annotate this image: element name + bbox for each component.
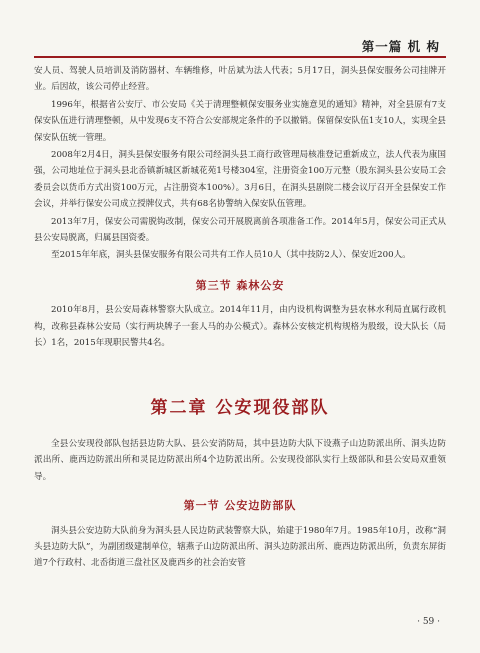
paragraph: 安人员、驾驶人员培训及消防器材、车辆维修，叶岳斌为法人代表；5月17日，洞头县保安服务公司挂牌开业。后因故，该公司停止经营。: [34, 66, 446, 93]
running-head: 第一篇 机 构: [361, 39, 440, 54]
header-rule: [34, 56, 446, 58]
page-body: [34, 63, 446, 572]
section-title: 第三节 森林公安: [195, 278, 285, 292]
section-title: 第一节 公安边防部队: [183, 499, 297, 513]
paragraph: 2008年2月4日，洞头县保安服务有限公司经洞头县工商行政管理局核准登记重新成立，法人代表为康国强，公司地址位于洞头县北岙镇新城区新城花苑1号楼304室，注册资金100万元整（股东洞头县公安局工会委员会以货币方式出资100万元，占注册资本100%）。3月6日，在洞头县剧院二楼会议厅召开全县保安工作会议，并举行保安公司成立授牌仪式，共有68名协警纳入保安队伍管理。: [34, 150, 446, 210]
paragraph: 全县公安现役部队包括县边防大队、县公安消防局，其中县边防大队下设燕子山边防派出所、洞头边防派出所、鹿西边防派出所和灵昆边防派出所4个边防派出所。公安现役部队实行上级部队和县公安局双重领导。: [34, 438, 446, 482]
chapter-title: 第二章 公安现役部队: [150, 397, 330, 418]
paragraph: 至2015年年底，洞头县保安服务有限公司共有工作人员10人（其中技防2人）、保安近200人。: [51, 250, 411, 261]
paragraph: 1996年，根据省公安厅、市公安局《关于清理整顿保安服务业实施意见的通知》精神，对全县原有7支保安队伍进行清理整顿，从中发现6支不符合公安部规定条件的予以撤销。保留保安队伍1支10人，实现全县保安队伍统一管理。: [34, 99, 446, 143]
paragraph: 洞头县公安边防大队前身为洞头县人民边防武装警察大队，始建于1980年7月。1985年10月，改称“洞头县边防大队”，为副团级建制单位，辖燕子山边防派出所、洞头边防派出所、鹿西边防派出所，负责东屏街道7个行政村、北岙街道三盘社区及鹿西乡的社会治安管: [34, 525, 446, 569]
paragraph: 2013年7月，保安公司需脱钩改制，保安公司开展脱离前各项准备工作。2014年5月，保安公司正式从县公安局脱离，归属县国资委。: [34, 216, 446, 244]
page-number: · 59 ·: [417, 617, 440, 627]
paragraph: 2010年8月，县公安局森林警察大队成立。2014年11月，由内设机构调整为县农林水利局直属行政机构，改称县森林公安局（实行两块牌子一套人马的办公模式）。森林公安核定机构规格为股级，设大队长（局长）1名，2015年现职民警共4名。: [34, 305, 446, 349]
